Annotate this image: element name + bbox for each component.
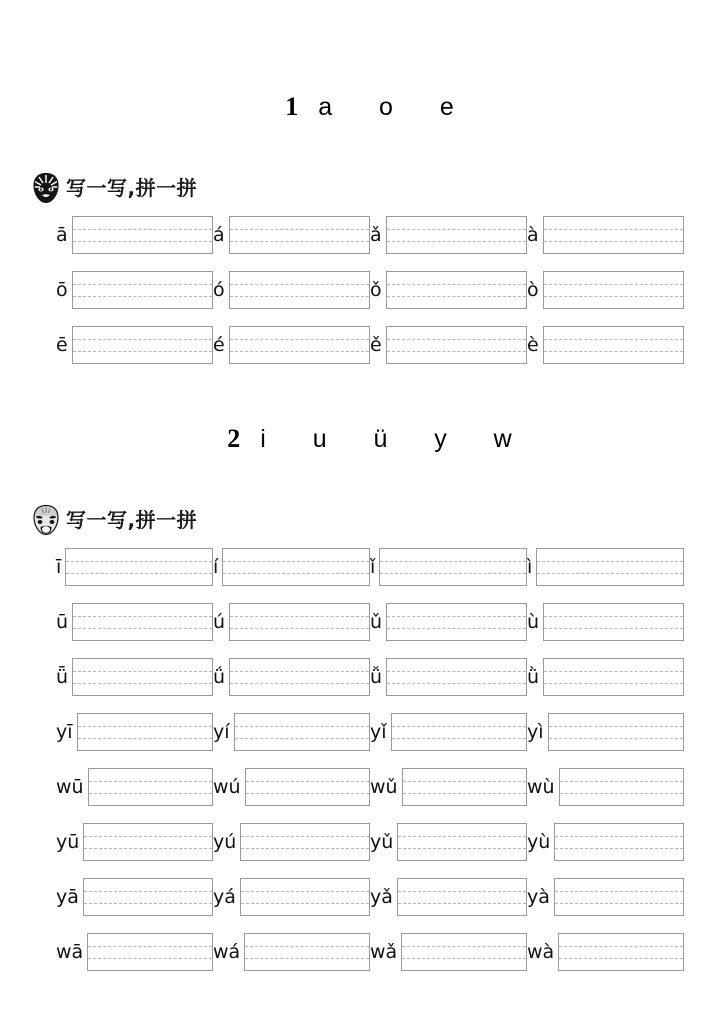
practice-cell[interactable] — [370, 933, 527, 971]
cell-label: yā — [56, 885, 79, 908]
pinyin-writing-box[interactable] — [397, 823, 527, 861]
cell-label: yǐ — [370, 720, 387, 743]
pinyin-writing-box[interactable] — [401, 933, 527, 971]
practice-cell[interactable] — [370, 271, 527, 309]
cell-label: ě — [370, 333, 382, 356]
pinyin-writing-box[interactable] — [379, 548, 527, 586]
pinyin-writing-box[interactable] — [245, 768, 370, 806]
practice-cell[interactable] — [527, 713, 684, 751]
pinyin-writing-box[interactable] — [554, 878, 684, 916]
practice-cell[interactable] — [56, 713, 213, 751]
practice-cell[interactable] — [370, 658, 527, 696]
pinyin-writing-box[interactable] — [72, 271, 213, 309]
section-2-title — [0, 394, 724, 484]
pinyin-writing-box[interactable] — [536, 548, 684, 586]
practice-cell[interactable] — [527, 878, 684, 916]
practice-row — [0, 658, 724, 696]
section-1-task-label: 写一写,拼一拼 — [66, 176, 198, 200]
cell-label: yǎ — [370, 885, 393, 908]
section-2-number: 2 — [227, 424, 241, 453]
practice-cell[interactable] — [56, 326, 213, 364]
pinyin-writing-box[interactable] — [65, 548, 213, 586]
pinyin-writing-box[interactable] — [88, 768, 213, 806]
cell-label: è — [527, 333, 539, 356]
cell-label: ǚ — [370, 665, 383, 688]
practice-cell[interactable] — [213, 713, 370, 751]
opera-mask-icon — [30, 172, 62, 204]
practice-cell[interactable] — [213, 933, 370, 971]
practice-cell[interactable] — [527, 933, 684, 971]
pinyin-writing-box[interactable] — [391, 713, 527, 751]
practice-cell[interactable] — [213, 326, 370, 364]
pinyin-writing-box[interactable] — [386, 326, 527, 364]
cell-label: yī — [56, 720, 73, 743]
practice-cell[interactable] — [213, 603, 370, 641]
pinyin-writing-box[interactable] — [83, 823, 213, 861]
spacer — [0, 204, 724, 216]
pinyin-writing-box[interactable] — [543, 216, 684, 254]
cell-label: wū — [56, 775, 84, 798]
cell-label: à — [527, 223, 539, 246]
pinyin-writing-box[interactable] — [229, 216, 370, 254]
pinyin-writing-box[interactable] — [77, 713, 213, 751]
section-1-number: 1 — [285, 92, 299, 121]
practice-row — [0, 548, 724, 586]
practice-row — [0, 878, 724, 916]
spacer — [0, 364, 724, 394]
pinyin-writing-box[interactable] — [554, 823, 684, 861]
practice-row — [0, 823, 724, 861]
practice-cell[interactable] — [213, 216, 370, 254]
cell-label: wà — [527, 940, 555, 963]
practice-cell[interactable] — [527, 658, 684, 696]
pinyin-writing-box[interactable] — [240, 823, 370, 861]
practice-cell[interactable] — [527, 768, 684, 806]
practice-cell[interactable] — [56, 216, 213, 254]
cell-label: á — [213, 223, 225, 246]
pinyin-writing-box[interactable] — [386, 658, 527, 696]
practice-row — [0, 768, 724, 806]
spacer — [0, 254, 724, 271]
practice-cell[interactable] — [56, 271, 213, 309]
spacer — [0, 696, 724, 713]
pinyin-writing-box[interactable] — [229, 326, 370, 364]
spacer — [0, 751, 724, 768]
cell-label: ǘ — [213, 665, 226, 688]
pinyin-writing-box[interactable] — [72, 658, 213, 696]
opera-mask-icon — [30, 504, 62, 536]
practice-cell[interactable] — [527, 271, 684, 309]
cell-label: ā — [56, 223, 68, 246]
cell-label: wā — [56, 940, 84, 963]
spacer — [0, 806, 724, 823]
pinyin-writing-box[interactable] — [543, 326, 684, 364]
pinyin-writing-box[interactable] — [229, 271, 370, 309]
cell-label: wǔ — [370, 775, 398, 798]
cell-label: ū — [56, 610, 69, 633]
cell-label: wú — [213, 775, 241, 798]
spacer — [0, 586, 724, 603]
cell-label: yà — [527, 885, 550, 908]
cell-label: yù — [527, 830, 551, 853]
cell-label: ù — [527, 610, 540, 633]
spacer — [0, 641, 724, 658]
cell-label: ò — [527, 278, 539, 301]
practice-row — [0, 603, 724, 641]
cell-label: í — [213, 555, 219, 578]
pinyin-writing-box[interactable] — [72, 216, 213, 254]
cell-label: yì — [527, 720, 544, 743]
spacer — [0, 309, 724, 326]
cell-label: ō — [56, 278, 68, 301]
cell-label: yí — [213, 720, 230, 743]
practice-cell[interactable] — [56, 878, 213, 916]
cell-label: yǔ — [370, 830, 394, 853]
pinyin-writing-box[interactable] — [559, 768, 684, 806]
cell-label: ē — [56, 333, 68, 356]
cell-label: é — [213, 333, 225, 356]
pinyin-writing-box[interactable] — [234, 713, 370, 751]
spacer — [0, 536, 724, 548]
pinyin-writing-box[interactable] — [543, 603, 684, 641]
practice-cell[interactable] — [56, 933, 213, 971]
pinyin-writing-box[interactable] — [240, 878, 370, 916]
cell-label: ǖ — [56, 665, 69, 688]
practice-cell[interactable] — [213, 823, 370, 861]
practice-row — [0, 271, 724, 309]
spacer — [0, 484, 724, 504]
practice-cell[interactable] — [527, 216, 684, 254]
cell-label: ì — [527, 555, 533, 578]
cell-label: yá — [213, 885, 236, 908]
practice-cell[interactable] — [527, 603, 684, 641]
cell-label: ǎ — [370, 223, 382, 246]
pinyin-writing-box[interactable] — [397, 878, 527, 916]
practice-cell[interactable] — [213, 271, 370, 309]
section-1-task-header — [30, 172, 724, 204]
practice-cell[interactable] — [370, 713, 527, 751]
practice-cell[interactable] — [527, 548, 684, 586]
cell-label: ó — [213, 278, 225, 301]
cell-label: wá — [213, 940, 241, 963]
pinyin-writing-box[interactable] — [543, 271, 684, 309]
practice-cell[interactable] — [56, 548, 213, 586]
pinyin-writing-box[interactable] — [244, 933, 370, 971]
practice-cell[interactable] — [213, 878, 370, 916]
practice-row — [0, 933, 724, 971]
pinyin-writing-box[interactable] — [386, 271, 527, 309]
top-spacer — [0, 0, 724, 62]
spacer — [0, 916, 724, 933]
practice-cell[interactable] — [56, 658, 213, 696]
practice-cell[interactable] — [213, 768, 370, 806]
cell-label: wù — [527, 775, 555, 798]
practice-cell[interactable] — [213, 548, 370, 586]
practice-cell[interactable] — [527, 326, 684, 364]
practice-cell[interactable] — [370, 548, 527, 586]
practice-cell[interactable] — [370, 603, 527, 641]
pinyin-writing-box[interactable] — [402, 768, 527, 806]
practice-cell[interactable] — [213, 658, 370, 696]
practice-cell[interactable] — [370, 216, 527, 254]
practice-cell[interactable] — [56, 768, 213, 806]
practice-cell[interactable] — [56, 603, 213, 641]
cell-label: ǔ — [370, 610, 383, 633]
practice-cell[interactable] — [370, 878, 527, 916]
pinyin-writing-box[interactable] — [548, 713, 684, 751]
section-2-task-label: 写一写,拼一拼 — [66, 508, 198, 532]
pinyin-writing-box[interactable] — [222, 548, 370, 586]
pinyin-writing-box[interactable] — [543, 658, 684, 696]
cell-label: ú — [213, 610, 226, 633]
practice-row — [0, 713, 724, 751]
practice-cell[interactable] — [56, 823, 213, 861]
practice-cell[interactable] — [370, 768, 527, 806]
cell-label: ī — [56, 555, 62, 578]
pinyin-writing-box[interactable] — [72, 326, 213, 364]
spacer — [0, 861, 724, 878]
pinyin-writing-box[interactable] — [558, 933, 684, 971]
section-2-letters: i u ü y w — [260, 425, 523, 453]
practice-row — [0, 216, 724, 254]
section-2-task-header — [30, 504, 724, 536]
pinyin-writing-box[interactable] — [229, 603, 370, 641]
practice-cell[interactable] — [370, 823, 527, 861]
cell-label: wǎ — [370, 940, 398, 963]
pinyin-writing-box[interactable] — [386, 216, 527, 254]
pinyin-writing-box[interactable] — [386, 603, 527, 641]
practice-cell[interactable] — [527, 823, 684, 861]
cell-label: ǒ — [370, 278, 382, 301]
section-1-letters: a o e — [318, 93, 465, 121]
cell-label: yū — [56, 830, 80, 853]
pinyin-writing-box[interactable] — [83, 878, 213, 916]
pinyin-writing-box[interactable] — [229, 658, 370, 696]
cell-label: ǐ — [370, 555, 376, 578]
cell-label: yú — [213, 830, 237, 853]
practice-cell[interactable] — [370, 326, 527, 364]
practice-row — [0, 326, 724, 364]
pinyin-writing-box[interactable] — [72, 603, 213, 641]
pinyin-writing-box[interactable] — [87, 933, 213, 971]
section-1-title — [0, 62, 724, 152]
cell-label: ǜ — [527, 665, 540, 688]
spacer — [0, 152, 724, 172]
